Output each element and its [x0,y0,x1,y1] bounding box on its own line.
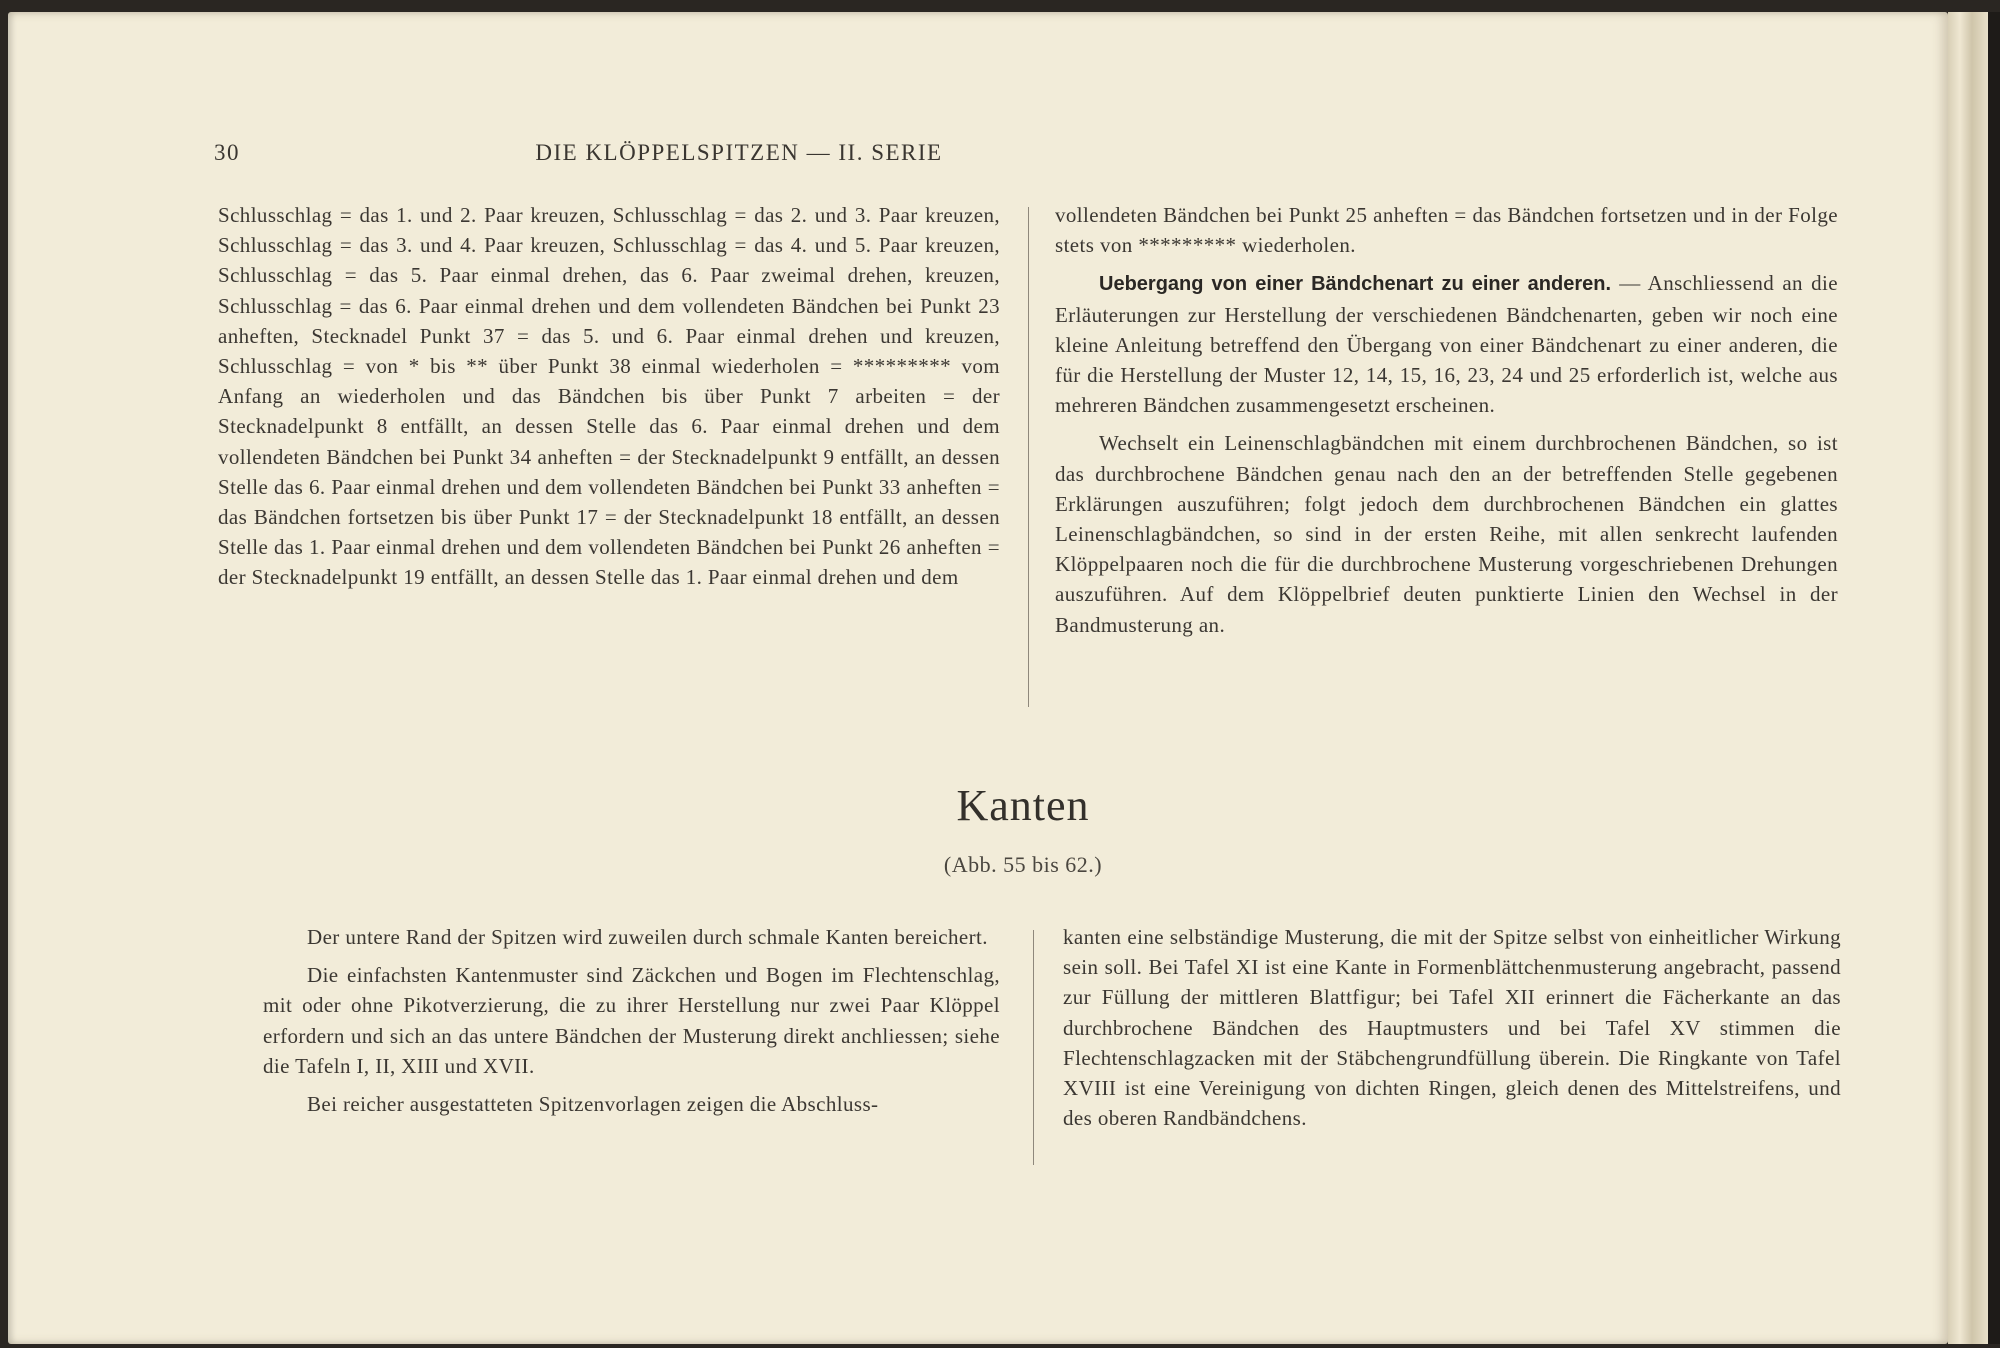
bottom-right-column [1063,922,1841,1133]
column-divider-bottom [1033,930,1034,1165]
top-left-paragraph: Schlusschlag = das 1. und 2. Paar kreuzen, Schlusschlag = das 2. und 3. Paar kreuzen, Schlusschlag = das 3. und 4. Paar kreuzen, Schlusschlag = das 4. und 5. Paar kreuzen, Schlusschlag = das 5. Paar einmal drehen, das 6. Paar zweimal drehen, kreuzen, Schlusschlag = das 6. Paar einmal drehen und dem vollendeten Bändchen bei Punkt 23 anheften, Stecknadel Punkt 37 = das 5. und 6. Paar einmal drehen und kreuzen, Schlusschlag = von * bis ** über Punkt 38 einmal wiederholen = ********* vom Anfang an wiederholen und das Bändchen bis über Punkt 7 arbeiten = der Stecknadelpunkt 8 entfällt, an dessen Stelle das 6. Paar einmal drehen und dem vollendeten Bändchen bei Punkt 34 anheften = der Stecknadelpunkt 9 entfällt, an dessen Stelle das 6. Paar einmal drehen und dem vollendeten Bändchen bei Punkt 33 anheften = das Bändchen fortsetzen bis über Punkt 17 = der Stecknadelpunkt 18 entfällt, an dessen Stelle das 1. Paar einmal drehen und dem vollendeten Bändchen bei Punkt 26 anheften = der Stecknadelpunkt 19 entfällt, an dessen Stelle das 1. Paar einmal drehen und dem [218,203,1000,590]
kanten-paragraph-1: Der untere Rand der Spitzen wird zuweilen durch schmale Kanten bereichert. [307,925,988,949]
transition-paragraph [1055,268,1838,420]
running-title: DIE KLÖPPELSPITZEN — II. SERIE [535,140,943,165]
book-cover-edge [1988,12,2000,1344]
transition-heading: Uebergang von einer Bändchenart zu einer anderen. [1099,273,1612,296]
section-subtitle: (Abb. 55 bis 62.) [943,852,1103,877]
column-divider-top [1028,207,1029,707]
top-right-column [1055,200,1838,640]
top-left-column [218,200,1000,593]
page-content [8,12,1948,1344]
section-title: Kanten [956,781,1090,830]
kanten-paragraph-4: kanten eine selbständige Musterung, die mit der Spitze selbst von einheitlicher Wirkung sein soll. Bei Tafel XI ist eine Kante in Formenblättchenmusterung angebracht, passend zur Füllung der mittleren Blattfigur; bei Tafel XII erinnert die Fächerkante an das durchbrochene Bändchen des Hauptmusters und bei Tafel XV stimmen die Flechtenschlagzacken mit der Stäbchengrundfüllung überein. Die Ringkante von Tafel XVIII ist eine Vereinigung von dichten Ringen, gleich denen des Mittelstreifens, und des oberen Randbändchens. [1063,925,1841,1131]
page-number: 30 [214,140,240,165]
change-paragraph: Wechselt ein Leinenschlagbändchen mit einem durchbrochenen Bändchen, so ist das durchbrochene Bändchen genau nach den an der betreffenden Stelle gegebenen Erklärungen auszuführen; folgt jedoch dem durchbrochenen Bändchen ein glattes Leinenschlagbändchen, so sind in der ersten Reihe, mit allen senkrecht laufenden Klöppelpaaren noch die für die durchbrochene Musterung vorgeschriebenen Drehungen auszuführen. Auf dem Klöppelbrief deuten punktierte Linien den Wechsel in der Bandmusterung an. [1055,431,1838,637]
kanten-paragraph-3: Bei reicher ausgestatteten Spitzenvorlagen zeigen die Abschluss- [307,1092,879,1117]
kanten-paragraph-2: Die einfachsten Kantenmuster sind Zäckchen und Bogen im Flechtenschlag, mit oder ohne Pikotverzierung, die zu ihrer Herstellung nur zwei Paar Klöppel erfordern und sich an das untere Bändchen der Musterung direkt anchliessen; siehe die Tafeln I, II, XIII und XVII. [263,963,1000,1078]
bottom-left-column [263,922,1000,1119]
page-stack-edge [1948,12,1988,1344]
top-right-continuation: vollendeten Bändchen bei Punkt 25 anheften = das Bändchen fortsetzen und in der Folge stets von ********* wiederholen. [1055,203,1838,258]
transition-text: — Anschliessend an die Erläuterungen zur Herstellung der verschiedenen Bändchenarten, geben wir noch eine kleine Anleitung betreffend den Übergang von einer Bändchenart zu einer anderen, die für die Herstellung der Muster 12, 14, 15, 16, 23, 24 und 25 erforderlich ist, welche aus mehreren Bändchen zusammengesetzt erscheinen. [1055,271,1838,418]
running-header [214,140,1264,176]
book-page [8,12,1948,1344]
